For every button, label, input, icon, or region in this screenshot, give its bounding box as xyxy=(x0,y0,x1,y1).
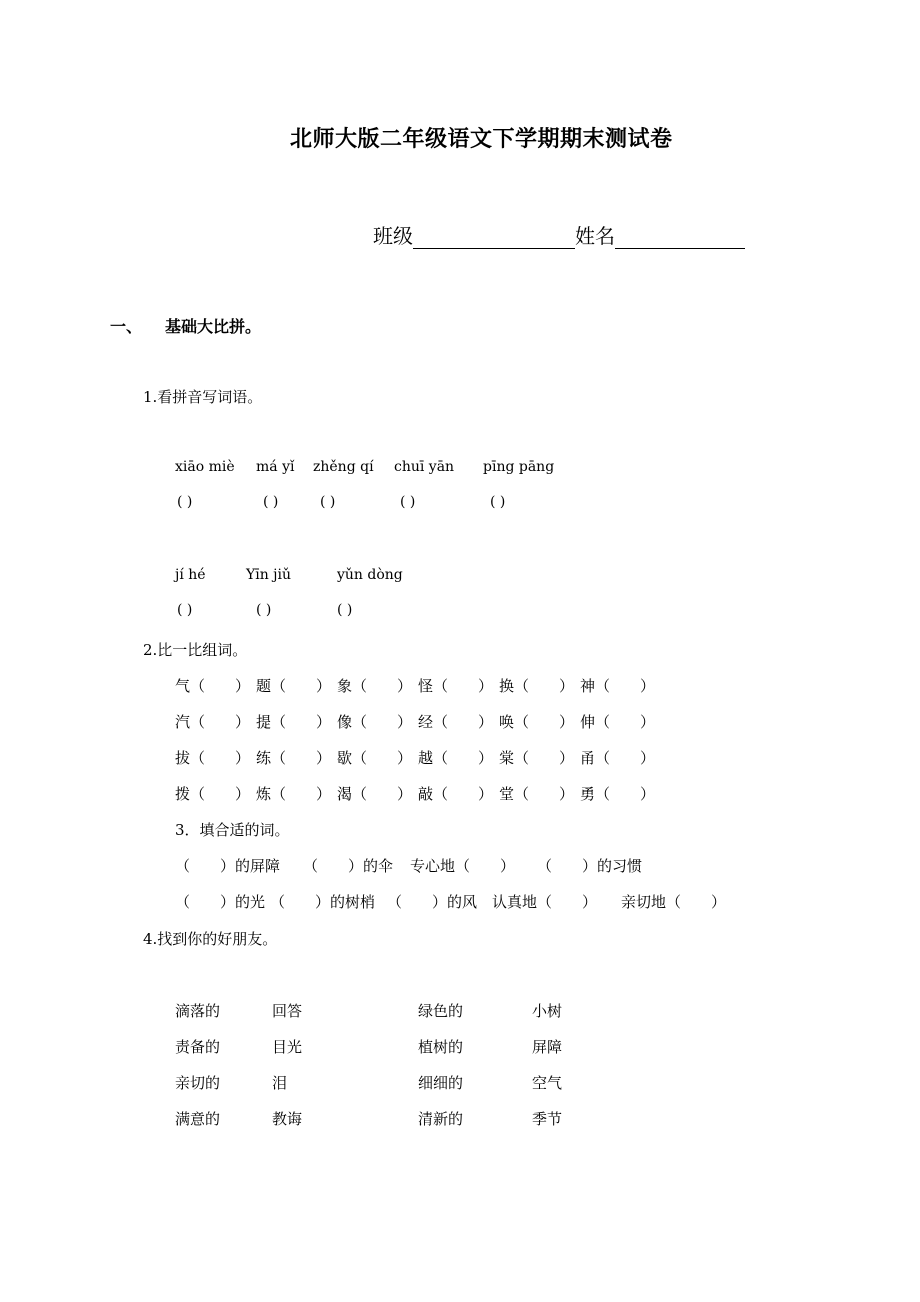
match-word[interactable]: 亲切的 xyxy=(175,1074,221,1092)
q4-label: 4.找到你的好朋友。 xyxy=(143,930,278,948)
word-cell[interactable]: 怪（ ） xyxy=(418,677,494,695)
match-word[interactable]: 空气 xyxy=(532,1074,563,1092)
q3-label: 3．填合适的词。 xyxy=(175,821,290,839)
fill-blank[interactable]: 亲切地（ ） xyxy=(621,893,727,911)
answer-blank[interactable]: ( ) xyxy=(400,494,416,510)
fill-blank[interactable]: （ ）的习惯 xyxy=(537,857,643,875)
q2-label: 2.比一比组词。 xyxy=(143,641,248,659)
match-word[interactable]: 责备的 xyxy=(175,1038,221,1056)
word-cell[interactable]: 伸（ ） xyxy=(580,713,656,731)
name-blank[interactable] xyxy=(615,228,745,249)
word-cell[interactable]: 像（ ） xyxy=(337,713,413,731)
fill-blank[interactable]: （ ）的风 xyxy=(387,893,478,911)
answer-blank[interactable]: ( ) xyxy=(256,602,272,618)
pinyin: xiāo miè xyxy=(175,459,235,475)
student-info xyxy=(373,220,745,249)
fill-blank[interactable]: 专心地（ ） xyxy=(410,857,516,875)
q1-label: 1.看拼音写词语。 xyxy=(143,388,263,406)
fill-blank[interactable]: （ ）的伞 xyxy=(303,857,394,875)
answer-blank[interactable]: ( ) xyxy=(263,494,279,510)
match-word[interactable]: 泪 xyxy=(272,1074,288,1092)
answer-blank[interactable]: ( ) xyxy=(320,494,336,510)
word-cell[interactable]: 象（ ） xyxy=(337,677,413,695)
match-word[interactable]: 清新的 xyxy=(418,1110,464,1128)
word-cell[interactable]: 唤（ ） xyxy=(499,713,575,731)
pinyin: má yǐ xyxy=(256,459,295,475)
class-label: 班级 xyxy=(373,224,413,248)
fill-blank[interactable]: （ ）的光 xyxy=(175,893,266,911)
page-title: 北师大版二年级语文下学期期末测试卷 xyxy=(290,126,673,152)
match-word[interactable]: 植树的 xyxy=(418,1038,464,1056)
word-cell[interactable]: 提（ ） xyxy=(256,713,332,731)
fill-blank[interactable]: 认真地（ ） xyxy=(492,893,598,911)
answer-blank[interactable]: ( ) xyxy=(177,494,193,510)
word-cell[interactable]: 练（ ） xyxy=(256,749,332,767)
pinyin: Yīn jiǔ xyxy=(246,567,292,583)
match-word[interactable]: 季节 xyxy=(532,1110,563,1128)
name-label: 姓名 xyxy=(575,224,615,248)
section-title: 基础大比拼。 xyxy=(165,317,262,336)
word-cell[interactable]: 歇（ ） xyxy=(337,749,413,767)
word-cell[interactable]: 神（ ） xyxy=(580,677,656,695)
pinyin: pīng pāng xyxy=(483,459,555,475)
word-cell[interactable]: 换（ ） xyxy=(499,677,575,695)
word-cell[interactable]: 拨（ ） xyxy=(175,785,251,803)
answer-blank[interactable]: ( ) xyxy=(177,602,193,618)
match-word[interactable]: 满意的 xyxy=(175,1110,221,1128)
word-cell[interactable]: 勇（ ） xyxy=(580,785,656,803)
class-blank[interactable] xyxy=(413,228,575,249)
pinyin: yǔn dòng xyxy=(337,567,403,583)
word-cell[interactable]: 气（ ） xyxy=(175,677,251,695)
word-cell[interactable]: 敲（ ） xyxy=(418,785,494,803)
match-word[interactable]: 细细的 xyxy=(418,1074,464,1092)
word-cell[interactable]: 渴（ ） xyxy=(337,785,413,803)
pinyin: jí hé xyxy=(175,567,206,583)
word-cell[interactable]: 堂（ ） xyxy=(499,785,575,803)
pinyin: chuī yān xyxy=(394,459,455,475)
match-word[interactable]: 回答 xyxy=(272,1002,303,1020)
fill-blank[interactable]: （ ）的树梢 xyxy=(270,893,376,911)
word-cell[interactable]: 汽（ ） xyxy=(175,713,251,731)
word-cell[interactable]: 拔（ ） xyxy=(175,749,251,767)
match-word[interactable]: 小树 xyxy=(532,1002,563,1020)
word-cell[interactable]: 棠（ ） xyxy=(499,749,575,767)
word-cell[interactable]: 甬（ ） xyxy=(580,749,656,767)
pinyin: zhěng qí xyxy=(313,459,374,475)
word-cell[interactable]: 题（ ） xyxy=(256,677,332,695)
section-number: 一、 xyxy=(110,317,143,336)
answer-blank[interactable]: ( ) xyxy=(490,494,506,510)
word-cell[interactable]: 炼（ ） xyxy=(256,785,332,803)
match-word[interactable]: 滴落的 xyxy=(175,1002,221,1020)
answer-blank[interactable]: ( ) xyxy=(337,602,353,618)
match-word[interactable]: 教诲 xyxy=(272,1110,303,1128)
word-cell[interactable]: 越（ ） xyxy=(418,749,494,767)
fill-blank[interactable]: （ ）的屏障 xyxy=(175,857,281,875)
match-word[interactable]: 屏障 xyxy=(532,1038,563,1056)
word-cell[interactable]: 经（ ） xyxy=(418,713,494,731)
match-word[interactable]: 绿色的 xyxy=(418,1002,464,1020)
match-word[interactable]: 目光 xyxy=(272,1038,303,1056)
